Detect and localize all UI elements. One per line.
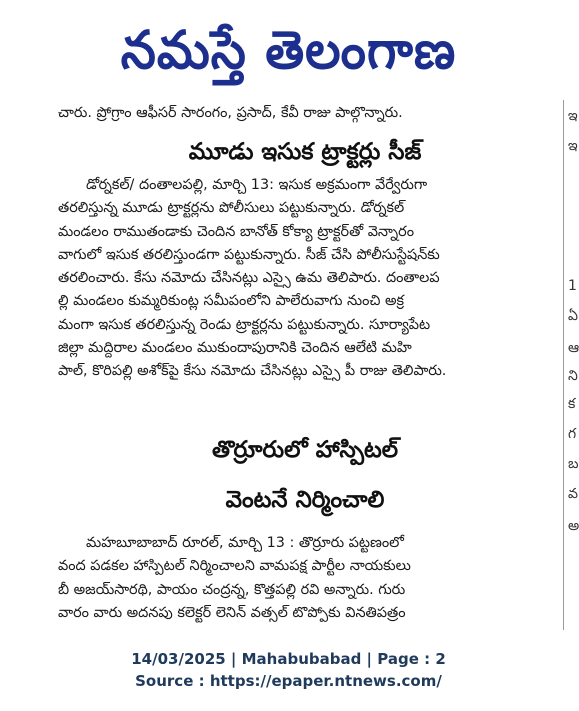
article2-headline: మూడు ఇసుక ట్రాక్టర్లు సీజ్: [188, 139, 422, 165]
article3-body-line: బీ అజయ్‌సారథి, పాయం చంద్రన్న, కొత్తపల్లి రవి అన్నారు. గురు: [58, 581, 406, 598]
article3-body-line: వారం వారు అదనపు కలెక్టర్ లెనిన్ వత్సల్ టొప్పోకు వినతిపత్రం: [58, 604, 406, 621]
article3-body-line: వంద పడకల హాస్పిటల్ నిర్మించాలని వామపక్ష పార్టీల నాయకులు: [58, 558, 411, 575]
article2-body-line: తరలిస్తున్న మూడు ట్రాక్టర్లను పోలీసులు పట్టుకున్నారు. డోర్నకల్: [58, 200, 405, 217]
footer: [0, 630, 577, 711]
edge-glyph: ని: [568, 368, 578, 384]
article2-body-line: తరలించారు. కేసు నమోదు చేసినట్లు ఎస్సై ఉమ తెలిపారు. దంతాలప: [58, 270, 440, 287]
article3-headline-line1: తొర్రూరులో హాస్పిటల్: [211, 437, 399, 463]
edge-glyph: ఏ: [568, 308, 578, 324]
masthead: [0, 0, 577, 100]
edge-glyph: ఇ: [568, 108, 578, 124]
edge-glyph: అ: [568, 518, 579, 534]
article2-body-line: జిల్లా మద్దిరాల మండలం ముకుందాపురానికి చెందిన ఆలేటి మహి: [58, 340, 412, 357]
article2-body-line: ల్లి మండలం కుమ్మరికుంట్ల సమీపంలోని పాలేరువాగు నుంచి అక్ర: [58, 293, 405, 310]
footer-date-edition: 14/03/2025 | Mahabubabad | Page : 2: [131, 650, 446, 668]
article1-tail-line: చారు. ప్రోగ్రాం ఆఫీసర్ సారంగం, ప్రసాద్, కేవీ రాజు పాల్గొన్నారు.: [58, 105, 403, 121]
article2-body-line: మండలం రాముతండాకు చెందిన బానోత్ కోక్యా ట్రాక్టర్‌తో వెన్నారం: [58, 223, 414, 240]
edge-glyph: వ: [568, 486, 578, 502]
edge-glyph: బ: [568, 456, 579, 472]
edge-glyph: క: [568, 396, 576, 412]
edge-glyph: ఇ: [568, 138, 578, 154]
newspaper-logo: నమస్తే తెలంగాణ: [120, 19, 457, 81]
article2-body-line: పాల్, కొరిపల్లి అశోక్‌పై కేసు నమోదు చేసినట్లు ఎస్సై పీ రాజు తెలిపారు.: [58, 363, 447, 380]
article2-body: [58, 174, 552, 384]
edge-glyph: 1: [568, 278, 577, 294]
article-clipping: [0, 100, 577, 630]
article3-headline-line2: వెంటనే నిర్మించాలి: [225, 487, 385, 513]
adjacent-column-edge: [568, 100, 577, 630]
column-divider: [563, 100, 564, 630]
article3-body: [58, 532, 552, 625]
article2-body-line: మంగా ఇసుక తరలిస్తున్న రెండు ట్రాక్టర్లను పట్టుకున్నారు. సూర్యాపేట: [58, 316, 431, 333]
edge-glyph: ఆ: [568, 340, 579, 356]
article2-body-line: వాగులో ఇసుక తరలిస్తుండగా పట్టుకున్నారు. సీజ్ చేసి పోలీసుస్టేషన్‌కు: [58, 246, 440, 263]
article1-tail: [58, 102, 552, 125]
article2-body-line: డోర్నకల్/ దంతాలపల్లి, మార్చి 13: ఇసుక అక్రమంగా వేర్వేరుగా: [86, 177, 428, 193]
edge-glyph: గ: [568, 426, 577, 442]
article3-body-line: మహబూబాబాద్ రూరల్, మార్చి 13 : తొర్రూరు పట్టణంలో: [86, 535, 404, 551]
footer-source: Source : https://epaper.ntnews.com/: [135, 672, 442, 690]
